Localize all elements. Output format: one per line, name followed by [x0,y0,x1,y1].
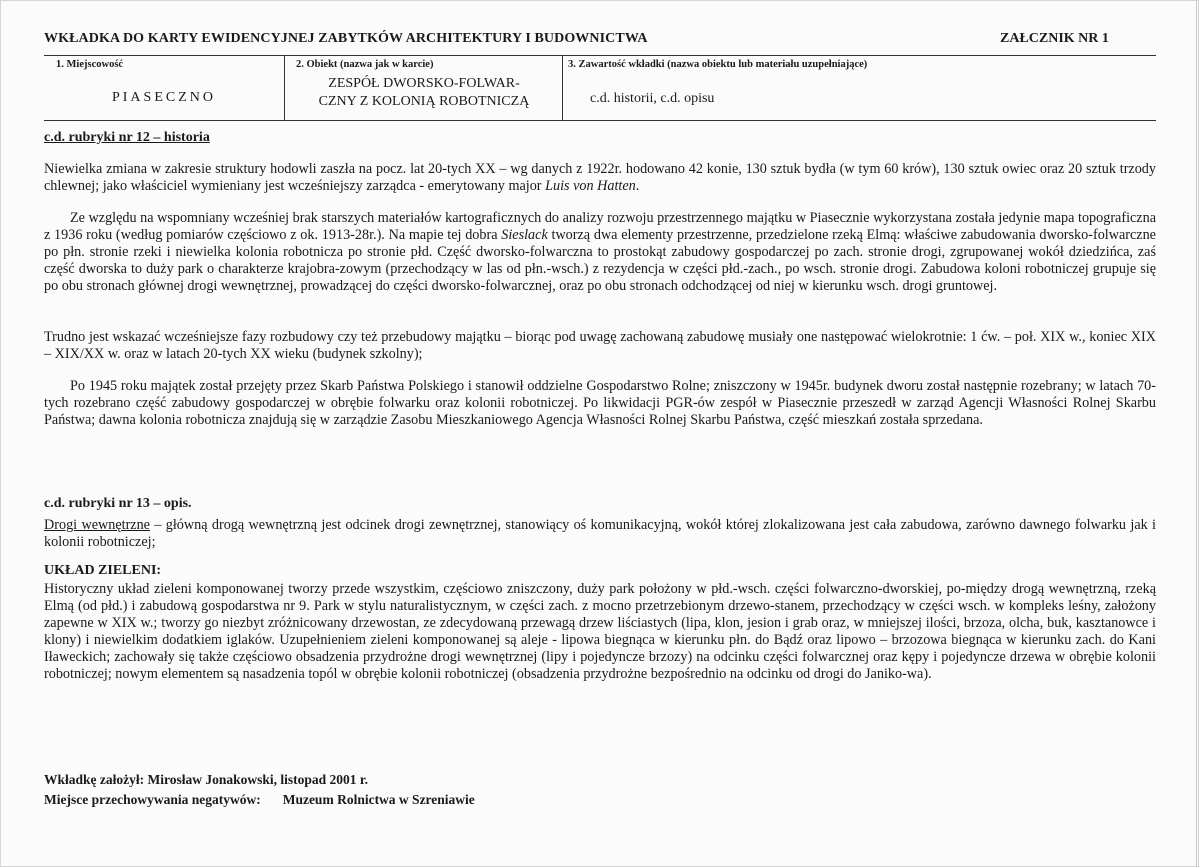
history-p1-end: . [635,178,640,194]
greenery-paragraph: Historyczny układ zieleni komponowanej tworzy przede wszystkim, częściowo zniszczony, duży park położony w płd.-wsch. części folwarczno-dworskiej, po-między drogą wewnętrzną, rzeką Elmą (od płd.) i zabudową gospodarstwa nr 9. Park w stylu naturalistycznym, w części zach. z mocno przetrzebionym drzewo-stanem, przechodzący w części wsch. w kompleks leśny, założony zapewne w XIX w.; tworzy go niezbyt zróżnicowany drzewostan, ze zdecydowaną przewagą drzew liściastych (lipa, klon, jesion i grab oraz, w mniejszej ilości, brzoza, olcha, buk, kasztanowce i klony) i niewielkim dodatkiem iglaków. Uzupełnieniem zieleni komponowanej są aleje - lipowa biegnąca w kierunku płn. do Bądź oraz lipowo – brzozowa biegnąca w kierunku zach. do Kani Iławeckich; zachowały się także częściowo obsadzenia przydrożne drogi wewnętrznej (lipy i pojedyncze brzozy) na odcinku części folwarcznej oraz kępy i pojedyncze drzewa w obrębie kolonii robotniczej; nowym elementem są nasadzenia topól w obrębie kolonii robotniczej (obsadzenia przydrożne bezpośrednio na odcinku od drogi do Janiko-wa). [44,581,1156,682]
column-label-contents: 3. Zawartość wkładki (nazwa obiektu lub materiału uzupełniające) [568,59,868,70]
roads-label: Drogi wewnętrzne [44,517,150,533]
roads-text: – główną drogą wewnętrzną jest odcinek drogi zewnętrznej, stanowiący oś komunikacyjną, wokół której zlokalizowana jest cała zabudowa, zarówno dawnego folwarku jak i kolonii robotniczej; [44,517,1156,550]
header-rule-top [44,55,1156,56]
history-paragraph-3: Trudno jest wskazać wcześniejsze fazy rozbudowy czy też przebudowy majątku – biorąc pod uwagę zachowaną zabudowę musiały one następować wielokrotnie: 1 ćw. – poł. XIX w., koniec XIX – XIX/XX w. oraz w latach 20-tych XX wieku (budynek szkolny); [44,329,1156,362]
column-label-object: 2. Obiekt (nazwa jak w karcie) [296,59,434,70]
document-title: WKŁADKA DO KARTY EWIDENCYJNEJ ZABYTKÓW ARCHITEKTURY I BUDOWNICTWA [44,31,648,46]
greenery-heading: UKŁAD ZIELENI: [44,563,162,578]
history-p1-name: Luis von Hatten [545,178,636,194]
description-heading: c.d. rubryki nr 13 – opis. [44,496,192,511]
roads-paragraph [44,517,1156,551]
author-line: Wkładkę założył: Mirosław Jonakowski, listopad 2001 r. [44,772,369,787]
history-p2-text: Ze względu na wspomniany wcześniej brak starszych materiałów kartograficznych do analizy rozwoju przestrzennego majątku w Piasecznie wykorzystana została jedynie mapa topograficzna z 1936 roku (według pomiarów częściowo z ok. 1913-28r.). Na mapie tej dobra [44,210,1156,243]
header-rule-bottom [44,120,1156,121]
locality-value: PIASECZNO [111,90,216,105]
history-p2-name: Sieslack [501,227,548,243]
column-label-locality: 1. Miejscowość [56,59,124,70]
object-value [286,75,562,111]
column-divider-2 [562,55,563,121]
storage-label: Miejsce przechowywania negatywów: [44,792,261,807]
history-p2-text-b: tworzą dwa elementy przestrzenne, przedzielone rzeką Elmą: właściwe zabudowania dworsko-folwarczne po płn. stronie rzeki i niewielka kolonia robotnicza po stronie płd. Część dworsko-folwarczna to prostokąt zabudowy gospodarczej po zach. stronie drogi, zgrupowanej wokół dziedzińca, zaś część dworska to duży park o charakterze krajobra-zowym (przechodzący w las od płn.-wsch.) z rezydencja w części płd.-zach., po wsch. stronie drogi. Zabudowa koloni robotniczej grupuje się po obu stronach głównej drogi wewnętrznej, prowadzącej do części dworsko-folwarcznej, oraz po obu stronach odchodzącej od niej w kierunku wsch. drogi gruntowej. [44,227,1156,294]
object-value-line1: ZESPÓŁ DWORSKO-FOLWAR- [328,76,520,91]
storage-line [44,792,475,808]
page-edge [1196,0,1197,867]
storage-value: Muzeum Rolnictwa w Szreniawie [282,792,475,807]
object-value-line2: CZNY Z KOLONIĄ ROBOTNICZĄ [318,94,530,109]
history-paragraph-2 [44,210,1156,295]
column-divider-1 [284,55,285,121]
annex-number: ZAŁCZNIK NR 1 [1000,31,1109,46]
history-paragraph-4: Po 1945 roku majątek został przejęty przez Skarb Państwa Polskiego i stanowił oddzielne Gospodarstwo Rolne; zniszczony w 1945r. budynek dworu został następnie rozebrany; w latach 70-tych rozebrano część zabudowy gospodarczej w obrębie folwarku oraz kolonii robotniczej. Po likwidacji PGR-ów zespół w Piasecznie przeszedł w zarząd Agencji Własności Rolnej Skarbu Państwa; dawna kolonia robotnicza znajdują się w zarządzie Zasobu Mieszkaniowego Agencja Własności Rolnej Skarbu Państwa, część mieszkań została sprzedana. [44,378,1156,428]
history-p1-text: Niewielka zmiana w zakresie struktury hodowli zaszła na pocz. lat 20-tych XX – wg danych z 1922r. hodowano 42 konie, 130 sztuk bydła (w tym 60 krów), 130 sztuk owiec oraz 20 sztuk trzody chlewnej; jako właściciel wymieniany jest wcześniejszy zarządca - emerytowany major [44,161,1156,194]
history-heading: c.d. rubryki nr 12 – historia [44,130,210,145]
contents-value: c.d. historii, c.d. opisu [590,91,715,106]
history-paragraph-1 [44,161,1156,195]
